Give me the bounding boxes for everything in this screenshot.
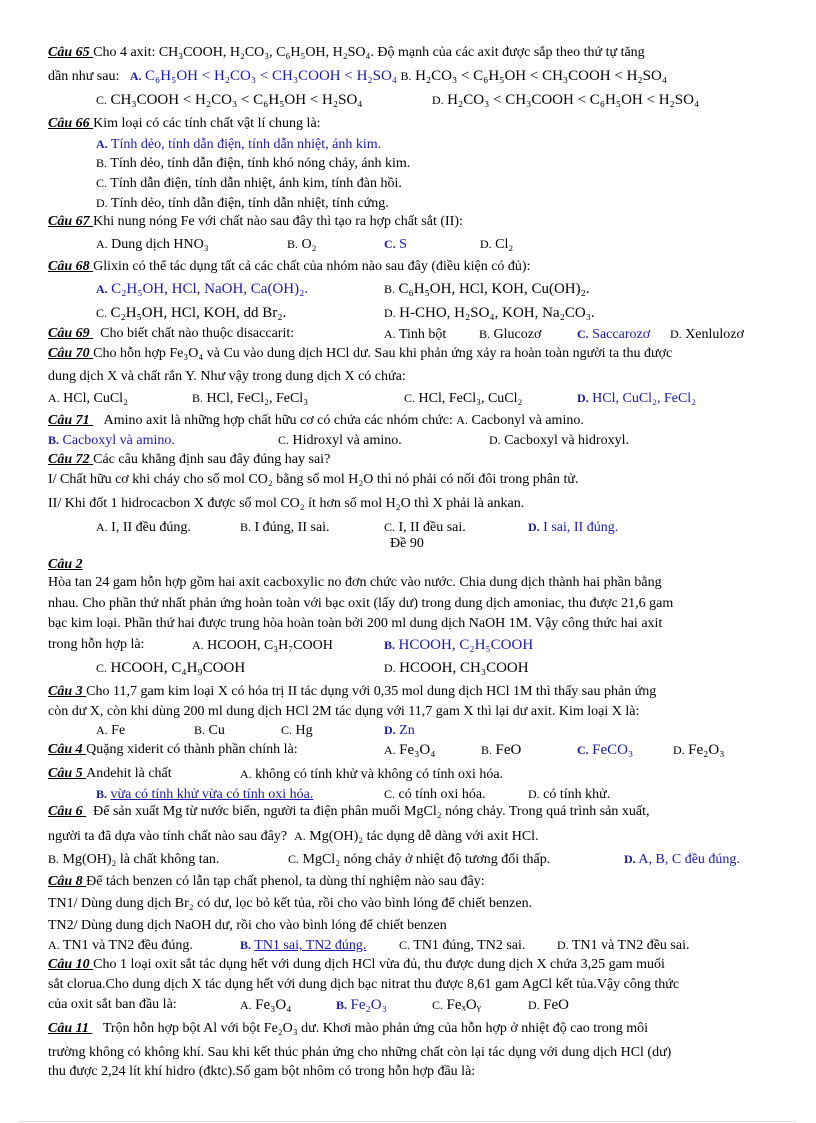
q4-line1: [48, 742, 298, 758]
q67-opt-b: O₂: [301, 237, 317, 252]
q3-opt-c: Hg: [295, 723, 313, 738]
q70-opt-c-line: [404, 390, 522, 407]
q2-opt-d-line: [384, 660, 529, 677]
q2-line3: [48, 616, 662, 632]
q2-l1: Hòa tan 24 gam hỗn hợp gồm hai axit cacboxylic no đơn chức vào nước. Chia dung dịch thành hai phần bằng: [48, 575, 662, 590]
q65-opt-c-letter: C.: [96, 93, 108, 107]
q6-label: Câu 6: [48, 804, 87, 819]
q66-opt-d-letter: D.: [96, 196, 108, 210]
q68-opt-a-line: [96, 281, 308, 298]
q65-line3b: [432, 92, 699, 109]
q11-line3: [48, 1064, 475, 1080]
q5-line1: [48, 766, 172, 782]
q2-opt-c-line: [96, 660, 245, 677]
q69-opt-a: Tinh bột: [398, 327, 447, 342]
q69-opt-b-line: [479, 326, 541, 343]
q72-opt-d: I sai, II đúng.: [543, 520, 619, 535]
q2-line2: [48, 596, 673, 612]
q67-stem: Khi nung nóng Fe với chất nào sau đây thì tạo ra hợp chất sắt (II):: [93, 214, 463, 229]
q3-l2: còn dư X, còn khi dùng 200 ml dung dịch HCl 2M tác dụng với 11,7 gam X thì lại dư axit. Kim loại X là:: [48, 704, 640, 719]
q70-opt-a-letter: A.: [48, 391, 60, 405]
q66-opt-b: Tính dẻo, tính dẫn điện, tính khó nóng chảy, ánh kim.: [110, 156, 411, 171]
q69-opt-c: Saccarozơ: [592, 327, 651, 342]
q2-opt-b-letter: B.: [384, 638, 396, 652]
q65-opt-a-letter: A.: [129, 69, 142, 83]
q4-opt-b: FeO: [495, 742, 522, 758]
q66-opt-d: Tính dẻo, tính dẫn điện, tính dẫn nhiệt, tính cứng.: [110, 196, 389, 211]
q69-stem: Cho biết chất nào thuộc disaccarit:: [100, 326, 295, 341]
q70-label: Câu 70: [48, 346, 94, 361]
q3-line1: [48, 684, 656, 700]
q6-opt-d: A, B, C đều đúng.: [638, 852, 740, 867]
q72-opt-b-letter: B.: [240, 520, 252, 534]
q70-stem2: dung dịch X và chất rắn Y. Như vậy trong dung dịch X có chứa:: [48, 369, 406, 384]
q4-opt-c-letter: C.: [577, 743, 589, 757]
q67-opt-c-letter: C.: [384, 237, 396, 251]
q68-opt-d-line: [384, 305, 595, 322]
q10-line2: [48, 977, 679, 993]
q65-label: Câu 65: [48, 45, 94, 60]
q10-opt-d: FeO: [543, 997, 570, 1013]
q8-statement-1: [48, 896, 532, 912]
q4-opt-c: FeCO₃: [592, 742, 634, 758]
q4-opt-a-line: [384, 742, 435, 759]
q70-opt-c: HCl, FeCl₃, CuCl₂: [418, 391, 523, 406]
q4-label: Câu 4: [48, 742, 87, 757]
q4-opt-d-line: [673, 742, 724, 759]
q68-opt-d: H-CHO, H₂SO₄, KOH, Na₂CO₃.: [399, 305, 595, 321]
q2-opt-b: HCOOH, C₂H₅COOH: [398, 637, 534, 653]
q69-opt-b-letter: B.: [479, 327, 491, 341]
q10-label: Câu 10: [48, 957, 94, 972]
q3-opt-a-letter: A.: [96, 723, 108, 737]
q65-stem2: dần như sau:: [48, 69, 120, 84]
q65-stem: Cho 4 axit: CH₃COOH, H₂CO₃, C₆H₅OH, H₂SO₄. Độ mạnh của các axit được sắp theo thứ tự tăng: [93, 45, 645, 60]
q70-opt-b: HCl, FeCl₂, FeCl₃: [206, 391, 309, 406]
q5-opt-b-letter: B.: [96, 787, 108, 801]
q72-s2: II/ Khi đốt 1 hidrocacbon X được số mol CO₂ ít hơn số mol H₂O thì X phải là ankan.: [48, 496, 525, 511]
q66-opt-d-line: [96, 195, 389, 212]
q69-label: Câu 69: [48, 326, 94, 341]
q5-opt-c-line: [384, 786, 486, 803]
q6-opt-c-letter: C.: [288, 852, 300, 866]
q70-opt-b-letter: B.: [192, 391, 204, 405]
q8-opt-a: TN1 và TN2 đều đúng.: [62, 938, 193, 953]
q2-line4: [48, 637, 144, 653]
q72-label: Câu 72: [48, 452, 94, 467]
q71-opt-a: Cacbonyl và amino.: [471, 413, 584, 428]
q10-opt-b: Fe₂O₃: [350, 997, 387, 1013]
q66-opt-a-line: [96, 136, 381, 153]
q10-l1: Cho 1 loại oxit sắt tác dụng hết với dung dịch HCl vừa đủ, thu được dung dịch X chứa 3,25 gam muối: [93, 957, 665, 972]
q2-opt-a: HCOOH, C₃H₇COOH: [207, 638, 333, 653]
q68-opt-c-letter: C.: [96, 306, 108, 320]
q71-opt-d-letter: D.: [489, 433, 501, 447]
q72-stem: Các câu khẳng định sau đây đúng hay sai?: [93, 452, 331, 467]
q68-opt-b: C₆H₅OH, HCl, KOH, Cu(OH)₂.: [398, 281, 590, 297]
q8-opt-c-letter: C.: [399, 938, 411, 952]
q66-opt-b-letter: B.: [96, 156, 108, 170]
q8-line1: [48, 874, 485, 890]
q4-opt-d-letter: D.: [673, 743, 685, 757]
q67-opt-d: Cl₂: [495, 237, 514, 252]
q66-opt-a: Tính dẻo, tính dẫn điện, tính dẫn nhiệt, ánh kim.: [110, 137, 382, 152]
q8-opt-c: TN1 đúng, TN2 sai.: [413, 938, 526, 953]
q10-line3: [48, 997, 177, 1013]
q66-opt-c-letter: C.: [96, 176, 108, 190]
q72-opt-a-letter: A.: [96, 520, 108, 534]
q71-opt-b-letter: B.: [48, 433, 60, 447]
q6-l1: Để sản xuất Mg từ nước biển, người ta điện phân muối MgCl₂ nóng chảy. Trong quá trình sản xuất,: [93, 804, 650, 819]
q8-stem: Để tách benzen có lẫn tạp chất phenol, ta dùng thí nghiệm nào sau đây:: [86, 874, 485, 889]
q4-opt-b-line: [481, 742, 521, 759]
q2-opt-d: HCOOH, CH₃COOH: [399, 660, 529, 676]
q67-opt-a-letter: A.: [96, 237, 108, 251]
q4-opt-d: Fe₂O₃: [688, 742, 725, 758]
q5-opt-b-line: [96, 786, 313, 803]
q68-label: Câu 68: [48, 259, 94, 274]
q72-opt-c: I, II đều sai.: [398, 520, 466, 535]
q67-opt-a-line: [96, 236, 209, 253]
q2-l4: trong hỗn hợp là:: [48, 637, 145, 652]
q71-opt-c-line: [278, 432, 402, 449]
q2-opt-b-line: [384, 637, 533, 654]
q11-l3: thu được 2,24 lít khí hidro (đktc).Số gam bột nhôm có trong hỗn hợp đầu là:: [48, 1064, 476, 1079]
page-bottom-divider: [20, 1121, 796, 1122]
q71-stem: Amino axit là những hợp chất hữu cơ có chứa các nhóm chức:: [103, 413, 453, 428]
q8-label: Câu 8: [48, 874, 87, 889]
q72-statement-2: [48, 496, 524, 512]
q72-opt-a: I, II đều đúng.: [111, 520, 191, 535]
q5-label: Câu 5: [48, 766, 87, 781]
q69-opt-d-line: [670, 326, 744, 343]
exam-title-text: Đề 90: [390, 536, 424, 551]
q6-opt-b-letter: B.: [48, 852, 60, 866]
q8-opt-b-letter: B.: [240, 938, 252, 952]
q67-opt-b-line: [287, 236, 317, 253]
q6-line1: [48, 804, 650, 820]
q11-line1: [48, 1021, 648, 1037]
q65-opt-b: H₂CO₃ < C₆H₅OH < CH₃COOH < H₂SO₄: [415, 68, 668, 84]
q3-opt-c-letter: C.: [281, 723, 293, 737]
q69-opt-d: Xenlulozơ: [685, 327, 744, 342]
q66-stem: Kim loại có các tính chất vật lí chung là:: [93, 116, 321, 131]
q10-opt-b-line: [336, 997, 387, 1014]
q8-opt-a-letter: A.: [48, 938, 60, 952]
q4-opt-a: Fe₃O₄: [399, 742, 436, 758]
q10-opt-d-letter: D.: [528, 998, 540, 1012]
q2-opt-c-letter: C.: [96, 661, 108, 675]
q6-l2: người ta đã dựa vào tính chất nào sau đây?: [48, 829, 288, 844]
q6-line2: [48, 828, 539, 845]
q71-opt-d: Cacboxyl và hidroxyl.: [504, 433, 629, 448]
q65-line3: [96, 92, 363, 109]
q5-opt-a: không có tính khử và không có tính oxi hóa.: [255, 767, 504, 782]
q72-statement-1: [48, 472, 578, 488]
q5-opt-d: có tính khử.: [543, 787, 611, 802]
q5-opt-d-line: [528, 786, 610, 803]
q67-opt-b-letter: B.: [287, 237, 299, 251]
q10-opt-c: FeₓOᵧ: [446, 997, 481, 1013]
q69-opt-c-line: [577, 326, 650, 343]
q69-opt-b: Glucozơ: [493, 327, 542, 342]
q65-opt-b-letter: B.: [400, 69, 412, 83]
q71-opt-c: Hidroxyl và amino.: [292, 433, 402, 448]
q70-stem: Cho hỗn hợp Fe₃O₄ và Cu vào dung dịch HCl dư. Sau khi phản ứng xảy ra hoàn toàn người ta thu được: [93, 346, 673, 361]
q3-opt-d: Zn: [399, 723, 415, 738]
q6-opt-b: Mg(OH)₂ là chất không tan.: [62, 852, 220, 867]
q10-opt-b-letter: B.: [336, 998, 348, 1012]
q2-opt-a-line: [192, 637, 333, 654]
q70-opt-a: HCl, CuCl₂: [63, 391, 128, 406]
q68-opt-a-letter: A.: [96, 282, 108, 296]
q8-opt-b-line: [240, 937, 366, 954]
q8-opt-b: TN1 sai, TN2 đúng.: [254, 938, 367, 953]
q2-label-line: [48, 557, 83, 573]
q11-label: Câu 11: [48, 1021, 93, 1036]
q72-s1: I/ Chất hữu cơ khi cháy cho số mol CO₂ bằng số mol H₂O thì nó phải có nối đôi trong phân tử.: [48, 472, 579, 487]
q3-opt-d-line: [384, 722, 415, 739]
q3-opt-c-line: [281, 722, 313, 739]
q2-label: Câu 2: [48, 557, 83, 572]
q71-label: Câu 71: [48, 413, 94, 428]
q2-opt-d-letter: D.: [384, 661, 396, 675]
q71-opt-d-line: [489, 432, 629, 449]
q10-opt-d-line: [528, 997, 569, 1014]
q68-opt-b-letter: B.: [384, 282, 396, 296]
q6-opt-d-letter: D.: [624, 852, 636, 866]
q2-opt-a-letter: A.: [192, 638, 204, 652]
q66-opt-c: Tính dẫn điện, tính dẫn nhiệt, ánh kim, tính đàn hồi.: [110, 176, 402, 191]
q65-opt-d-letter: D.: [432, 93, 444, 107]
q67-opt-c-line: [384, 236, 407, 253]
q67-opt-d-letter: D.: [480, 237, 492, 251]
q8-opt-d-line: [557, 937, 689, 954]
q67-opt-d-line: [480, 236, 513, 253]
q67-opt-c: S: [399, 237, 407, 252]
q3-opt-b: Cu: [208, 723, 225, 738]
q2-l2: nhau. Cho phần thứ nhất phản ứng hoàn toàn với bạc oxit (lấy dư) trong dung dịch amoniac, thu được 21,6 gam: [48, 596, 674, 611]
q8-opt-d-letter: D.: [557, 938, 569, 952]
q3-opt-a: Fe: [111, 723, 126, 738]
q67-label: Câu 67: [48, 214, 94, 229]
q6-opt-d-line: [624, 851, 740, 868]
q4-opt-a-letter: A.: [384, 743, 396, 757]
q70-opt-a-line: [48, 390, 128, 407]
q8-s2: TN2/ Dùng dung dịch NaOH dư, rồi cho vào bình lóng để chiết benzen: [48, 918, 447, 933]
q3-label: Câu 3: [48, 684, 87, 699]
q5-opt-c-letter: C.: [384, 787, 396, 801]
q70-opt-d-letter: D.: [577, 391, 589, 405]
q10-opt-a-letter: A.: [240, 998, 252, 1012]
q68-stem: Glixin có thể tác dụng tất cả các chất của nhóm nào sau đây (điều kiện có đủ):: [93, 259, 531, 274]
q11-line2: [48, 1045, 671, 1061]
q72-line1: [48, 452, 330, 468]
q71-opt-a-letter: A.: [456, 413, 468, 427]
q66-opt-a-letter: A.: [96, 137, 108, 151]
q69-opt-a-letter: A.: [384, 327, 396, 341]
q8-opt-c-line: [399, 937, 525, 954]
q2-l3: bạc kim loại. Phần thứ hai được trung hòa hoàn toàn bởi 200 ml dung dịch NaOH 1M. Vậy công thức hai axit: [48, 616, 663, 631]
exam-title: [390, 536, 424, 552]
q11-l1: Trộn hỗn hợp bột Al với bột Fe₂O₃ dư. Khơi mào phản ứng của hỗn hợp ở nhiệt độ cao trong môi: [102, 1021, 649, 1036]
q72-opt-d-letter: D.: [528, 520, 540, 534]
q68-opt-d-letter: D.: [384, 306, 396, 320]
q10-l3: của oxit sắt ban đầu là:: [48, 997, 177, 1012]
q65-opt-a: C₆H₅OH < H₂CO₃ < CH₃COOH < H₂SO₄: [145, 68, 398, 84]
q67-line1: [48, 214, 463, 230]
q4-opt-b-letter: B.: [481, 743, 493, 757]
q70-opt-d: HCl, CuCl₂, FeCl₂: [592, 391, 697, 406]
q66-line1: [48, 116, 321, 132]
q66-opt-b-line: [96, 155, 410, 172]
q72-opt-d-line: [528, 519, 618, 536]
q66-label: Câu 66: [48, 116, 94, 131]
q2-opt-c: HCOOH, C₄H₉COOH: [110, 660, 246, 676]
q67-opt-a: Dung dịch HNO₃: [111, 237, 209, 252]
q8-statement-2: [48, 918, 447, 934]
q66-opt-c-line: [96, 175, 402, 192]
q72-opt-c-line: [384, 519, 466, 536]
q68-opt-b-line: [384, 281, 590, 298]
q70-line2: [48, 369, 406, 385]
q6-opt-b-line: [48, 851, 219, 868]
q3-line2: [48, 704, 639, 720]
q10-opt-a-line: [240, 997, 291, 1014]
q11-l2: trường không có không khí. Sau khi kết thúc phản ứng cho những chất còn lại tác dụng với dung dịch HCl (dư): [48, 1045, 672, 1060]
q70-opt-d-line: [577, 390, 696, 407]
q5-opt-b: vừa có tính khử vừa có tính oxi hóa.: [110, 787, 314, 802]
q8-opt-d: TN1 và TN2 đều sai.: [571, 938, 690, 953]
q69-opt-d-letter: D.: [670, 327, 682, 341]
q3-opt-a-line: [96, 722, 125, 739]
q65-line2: [48, 68, 667, 85]
q4-stem: Quặng xiderit có thành phần chính là:: [86, 742, 298, 757]
q6-opt-a: Mg(OH)₂ tác dụng dễ dàng với axit HCl.: [309, 829, 539, 844]
q5-opt-d-letter: D.: [528, 787, 540, 801]
q5-stem: Andehit là chất: [86, 766, 172, 781]
q70-opt-c-letter: C.: [404, 391, 416, 405]
q72-opt-b: I đúng, II sai.: [254, 520, 330, 535]
q2-line1: [48, 575, 662, 591]
q69-opt-a-line: [384, 326, 446, 343]
q72-opt-a-line: [96, 519, 191, 536]
q70-opt-b-line: [192, 390, 308, 407]
q10-opt-a: Fe₃O₄: [255, 997, 292, 1013]
q70-line1: [48, 346, 672, 362]
q10-l2: sắt clorua.Cho dung dịch X tác dụng hết với dung dịch bạc nitrat thu được 8,61 gam AgCl kết tủa.Vậy công thức: [48, 977, 680, 992]
q68-opt-a: C₂H₅OH, HCl, NaOH, Ca(OH)₂.: [111, 281, 309, 297]
q8-s1: TN1/ Dùng dung dịch Br₂ có dư, lọc bỏ kết tủa, rồi cho vào bình lóng để chiết benzen.: [48, 896, 533, 911]
q10-line1: [48, 957, 665, 973]
q69-line1: [48, 326, 294, 342]
q69-opt-c-letter: C.: [577, 327, 589, 341]
q68-line1: [48, 259, 530, 275]
q68-opt-c: C₂H₅OH, HCl, KOH, dd Br₂.: [110, 305, 287, 321]
q4-opt-c-line: [577, 742, 633, 759]
q6-opt-c-line: [288, 851, 550, 868]
q71-opt-c-letter: C.: [278, 433, 290, 447]
q5-opt-c: có tính oxi hóa.: [398, 787, 486, 802]
q5-opt-a-letter: A.: [240, 767, 252, 781]
q71-opt-b: Cacboxyl và amino.: [62, 433, 175, 448]
q3-l1: Cho 11,7 gam kim loại X có hóa trị II tác dụng với 0,35 mol dung dịch HCl 1M thì thấy sau phản ứng: [86, 684, 657, 699]
q71-line1: [48, 412, 584, 429]
q6-opt-c: MgCl₂ nóng chảy ở nhiệt độ tương đối thấp.: [302, 852, 551, 867]
q72-opt-b-line: [240, 519, 330, 536]
q72-opt-c-letter: C.: [384, 520, 396, 534]
q3-opt-d-letter: D.: [384, 723, 396, 737]
q6-opt-a-letter: A.: [294, 829, 306, 843]
q71-opt-b-line: [48, 432, 175, 449]
q65-opt-c: CH₃COOH < H₂CO₃ < C₆H₅OH < H₂SO₄: [110, 92, 363, 108]
q5-opt-a-line: [240, 766, 503, 783]
q3-opt-b-letter: B.: [194, 723, 206, 737]
q8-opt-a-line: [48, 937, 193, 954]
q65-line1: [48, 45, 645, 61]
q3-opt-b-line: [194, 722, 225, 739]
q10-opt-c-letter: C.: [432, 998, 444, 1012]
q10-opt-c-line: [432, 997, 481, 1014]
q65-opt-d: H₂CO₃ < CH₃COOH < C₆H₅OH < H₂SO₄: [447, 92, 700, 108]
q68-opt-c-line: [96, 305, 286, 322]
